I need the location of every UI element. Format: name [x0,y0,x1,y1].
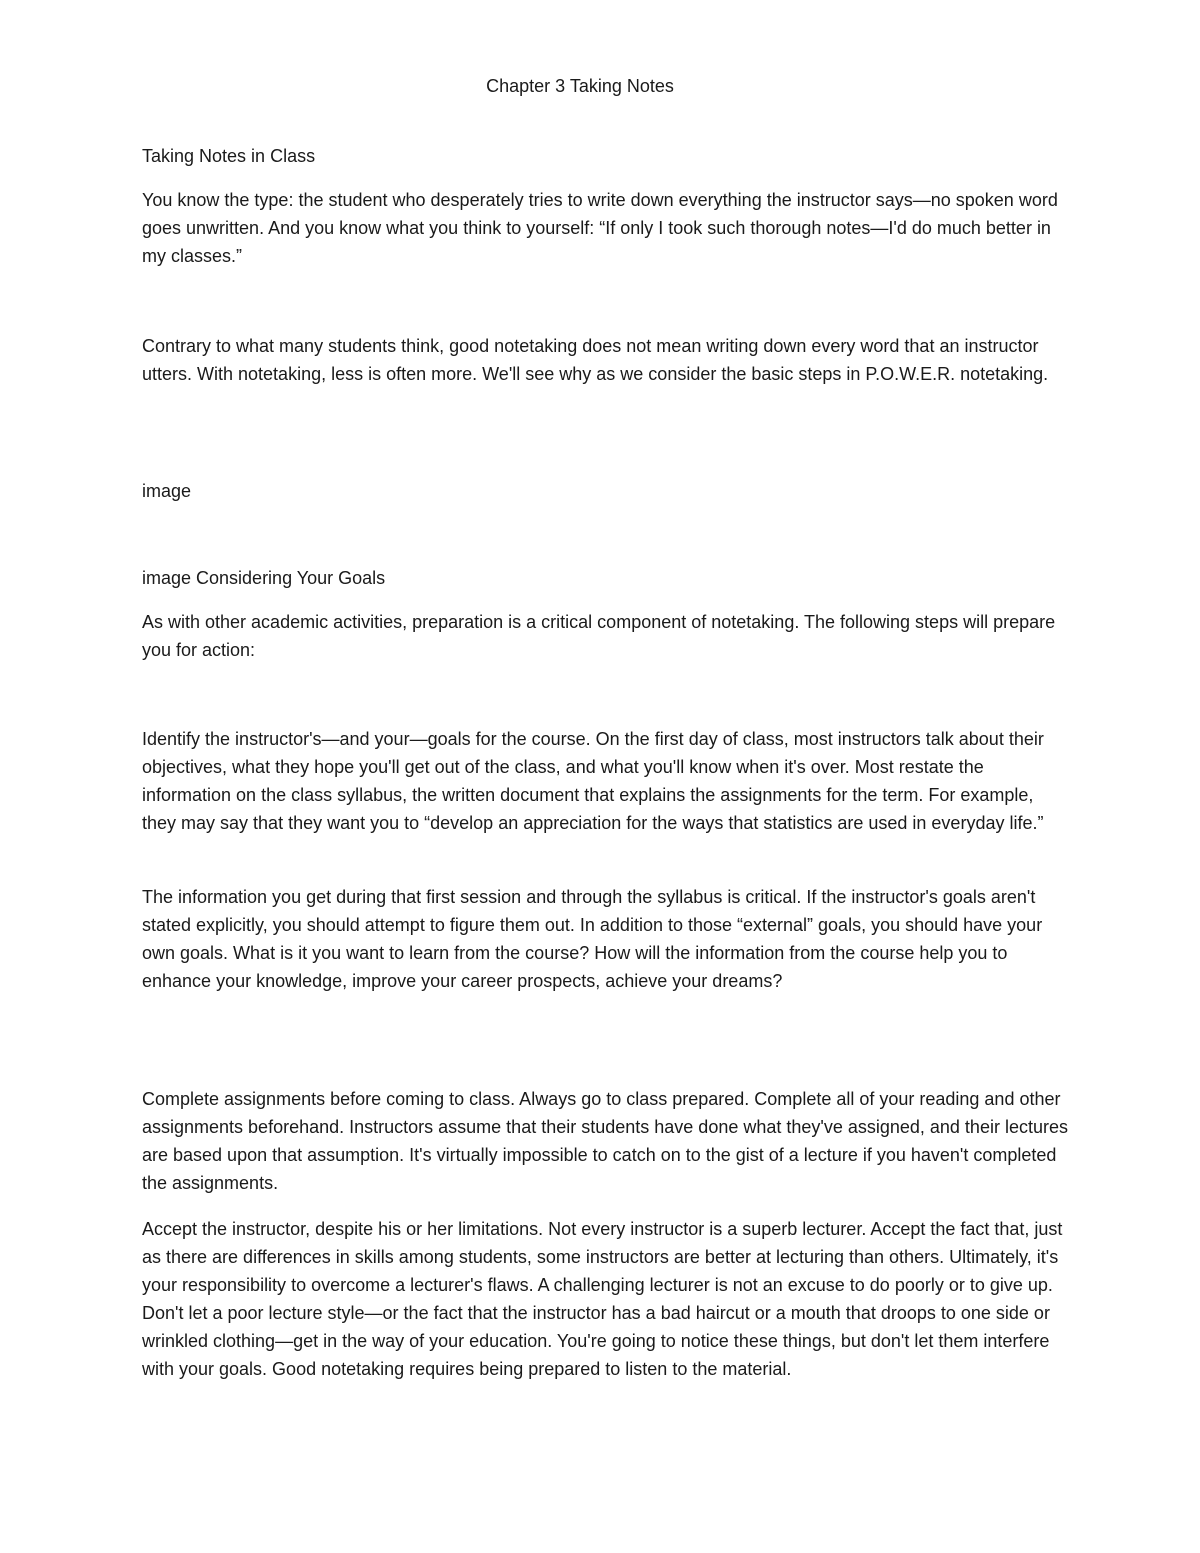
page-title: Chapter 3 Taking Notes [486,76,674,96]
subheading-considering-goals: image Considering Your Goals [142,568,386,588]
paragraph-preparation: As with other academic activities, preparation is a critical component of notetaking. The following steps will prepare you for action: [142,612,1056,660]
image-placeholder-text: image [142,481,192,501]
section-heading: Taking Notes in Class [142,146,316,166]
paragraph-information: The information you get during that first session and through the syllabus is critical. If the instructor's goals aren't stated explicitly, you should attempt to figure them out. In addition to those “external” goals, you should have your own goals. What is it you want to learn from the course? How will the information from the course help you to enhance your knowledge, improve your career prospects, achieve your dreams? [142,887,1043,991]
paragraph-contrary: Contrary to what many students think, good notetaking does not mean writing down every word that an instructor utters. With notetaking, less is often more. We'll see why as we consider the basic steps in P.O.W.E.R. notetaking. [142,336,1049,384]
paragraph-accept-instructor: Accept the instructor, despite his or her limitations. Not every instructor is a superb lecturer. Accept the fact that, just as there are differences in skills among students, some instructors are better at lecturing than others. Ultimately, it's your responsibility to overcome a lecturer's flaws. A challenging lecturer is not an excuse to do poorly or to give up. Don't let a poor lecture style—or the fact that the instructor has a bad haircut or a mouth that droops to one side or wrinkled clothing—get in the way of your education. You're going to notice these things, but don't let them interfere with your goals. Good notetaking requires being prepared to listen to the material. [142,1219,1063,1379]
paragraph-complete-assignments: Complete assignments before coming to class. Always go to class prepared. Complete all of your reading and other assignments beforehand. Instructors assume that their students have done what they've assigned, and their lectures are based upon that assumption. It's virtually impossible to catch on to the gist of a lecture if you haven't completed the assignments. [142,1089,1068,1193]
paragraph-identify-goals: Identify the instructor's—and your—goals for the course. On the first day of class, most instructors talk about their objectives, what they hope you'll get out of the class, and what you'll know when it's over. Most restate the information on the class syllabus, the written document that explains the assignments for the term. For example, they may say that they want you to “develop an appreciation for the ways that statistics are used in everyday life.” [142,729,1044,833]
paragraph-intro: You know the type: the student who desperately tries to write down everything the instructor says—no spoken word goes unwritten. And you know what you think to yourself: “If only I took such thorough notes—I'd do much better in my classes.” [142,190,1058,266]
